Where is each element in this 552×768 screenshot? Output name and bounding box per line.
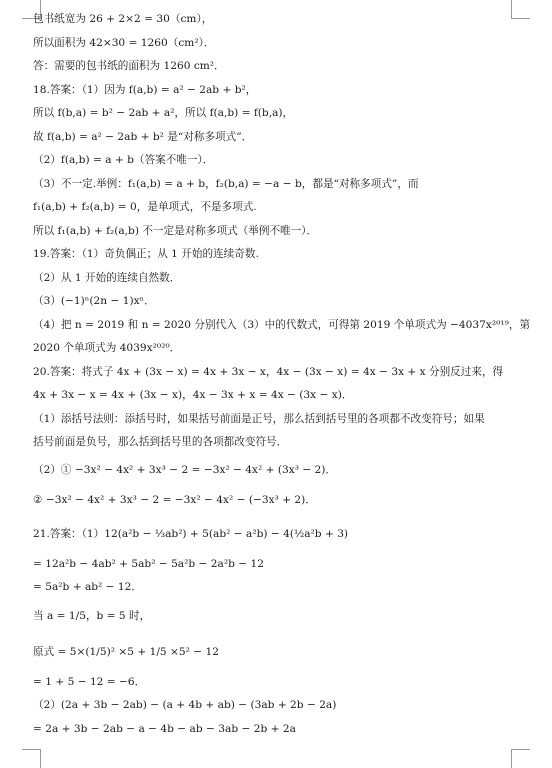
text-line: 当 a = 1/5，b = 5 时， <box>33 609 151 622</box>
text-line: 所以面积为 42×30 = 1260（cm²）． <box>33 36 215 49</box>
text-line: 2020 个单项式为 4039x²⁰²⁰． <box>33 342 181 354</box>
text-line: = 5a²b + ab² − 12． <box>33 581 142 593</box>
document-page <box>33 8 531 741</box>
text-line: （2）(2a + 3b − 2ab) − (a + 4b + ab) − (3ab + 2b − 2a) <box>33 699 337 711</box>
text-line: 原式 = 5×(1/5)² ×5 + 1/5 ×5² − 12 <box>33 645 219 658</box>
text-line: = 2a + 3b − 2ab − a − 4b − ab − 3ab − 2b + 2a <box>33 722 296 735</box>
crop-mark-bottom-right <box>511 749 530 768</box>
answer-18-heading: 18.答案：（1）因为 f(a,b) = a² − 2ab + b²， <box>33 83 257 96</box>
text-line: 故 f(a,b) = a² − 2ab + b² 是“对称多项式”． <box>33 130 253 143</box>
text-line: （2）f(a,b) = a + b（答案不唯一）． <box>33 154 214 166</box>
text-line: 括号前面是负号，那么括到括号里的各项都改变符号． <box>33 436 288 448</box>
answer-21-heading: 21.答案：（1）12(a²b − ⅓ab²) + 5(ab² − a²b) − 4(½a²b + 3) <box>33 527 349 540</box>
text-line: 所以 f(b,a) = b² − 2ab + a²，所以 f(a,b) = f(b,a)， <box>33 107 294 119</box>
text-line: f₁(a,b) + f₂(a,b) = 0，是单项式，不是多项式. <box>33 201 257 213</box>
text-line: （3）(−1)ⁿ(2n − 1)xⁿ． <box>33 295 155 307</box>
crop-mark-bottom-left <box>22 749 41 768</box>
text-line: （2）从 1 开始的连续自然数． <box>33 271 181 284</box>
text-line: （1）添括号法则：添括号时，如果括号前面是正号，那么括到括号里的各项都不改变符号；如果 <box>33 412 485 425</box>
text-line: （3）不一定.举例：f₁(a,b) = a + b，f₂(b,a) = −a − b，都是“对称多项式”，而 <box>33 177 419 190</box>
answer-20-heading: 20.答案：将式子 4x + (3x − x) = 4x + 3x − x，4x − (3x − x) = 4x − 3x + x 分别反过来，得 <box>33 365 504 378</box>
text-line: 4x + 3x − x = 4x + (3x − x)，4x − 3x + x = 4x − (3x − x)． <box>33 389 353 401</box>
text-line: 答：需要的包书纸的面积为 1260 cm²． <box>33 60 225 72</box>
text-line: （2）① −3x² − 4x² + 3x³ − 2 = −3x² − 4x² + (3x³ − 2)． <box>33 463 337 476</box>
text-line: = 1 + 5 − 12 = −6． <box>33 675 146 688</box>
text-line: 包书纸宽为 26 + 2×2 = 30（cm）， <box>33 13 213 25</box>
text-line: = 12a²b − 4ab² + 5ab² − 5a²b − 2a²b − 12 <box>33 557 264 570</box>
text-line: 所以 f₁(a,b) + f₂(a,b) 不一定是对称多项式（举例不唯一）． <box>33 224 318 237</box>
answer-19-heading: 19.答案：（1）奇负偶正；从 1 开始的连续奇数. <box>33 248 259 260</box>
text-line: （4）把 n = 2019 和 n = 2020 分别代入（3）中的代数式，可得第 2019 个单项式为 −4037x²⁰¹⁹，第 <box>33 318 531 331</box>
text-line: ② −3x² − 4x² + 3x³ − 2 = −3x² − 4x² − (−3x³ + 2)． <box>33 493 316 506</box>
